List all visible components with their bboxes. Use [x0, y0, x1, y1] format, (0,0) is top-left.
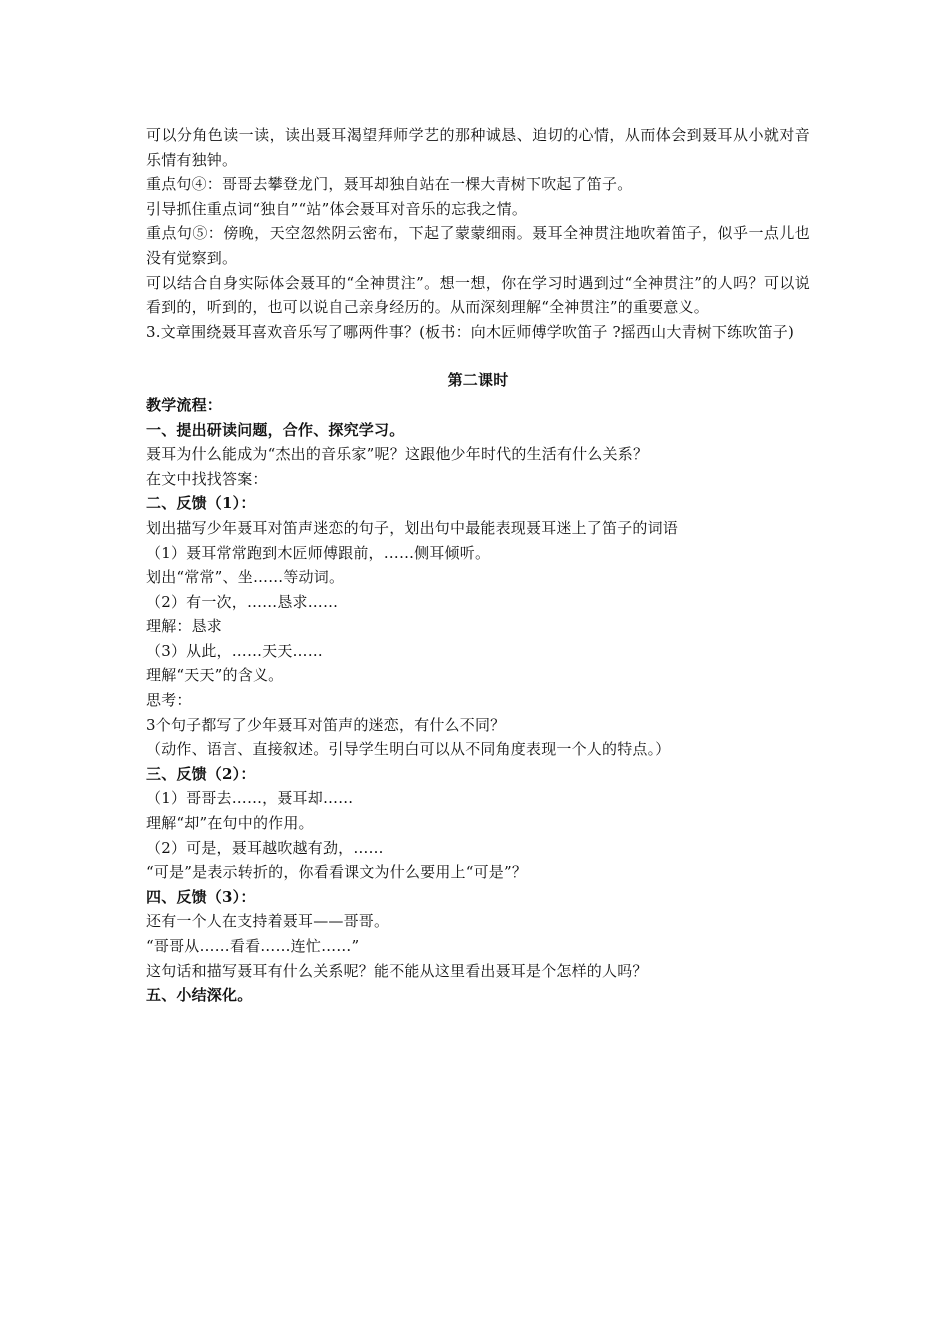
section-2-item-2: （2）有一次，……恳求…… [146, 592, 339, 611]
key-sentence-5: 重点句⑤：傍晚，天空忽然阴云密布，下起了蒙蒙细雨。聂耳全神贯注地吹着笛子，似乎一点儿也没有觉察到。 [146, 224, 810, 267]
section-gap [146, 344, 810, 368]
section-3-item-2: （2）可是，聂耳越吹越有劲，…… [146, 838, 384, 857]
section-3-item-1: （1）哥哥去……，聂耳却…… [146, 789, 354, 808]
section-2-item-1-note: 划出“常常”、坐……等动词。 [146, 568, 345, 587]
flow-heading: 教学流程： [146, 395, 223, 414]
section-2-think-answer: （动作、语言、直接叙述。引导学生明白可以从不同角度表现一个人的特点。） [146, 740, 671, 759]
section-2-item-3: （3）从此，……天天…… [146, 641, 323, 660]
section-3-item-1-note: 理解“却”在句中的作用。 [146, 814, 314, 833]
section-4-paragraph-2: “哥哥从……看看……连忙……” [146, 937, 360, 955]
paragraph-full-attention: 可以结合自身实际体会聂耳的“全神贯注”。想一想，你在学习时遇到过“全神贯注”的人吗？可以说看到的，听到的，也可以说自己亲身经历的。从而深刻理解“全神贯注”的重要意义。 [146, 273, 810, 317]
guide-key-words: 引导抓住重点词“独自”“站”体会聂耳对音乐的忘我之情。 [146, 199, 528, 218]
document-body [146, 123, 810, 1008]
section-5-heading: 五、小结深化。 [146, 986, 253, 1005]
section-1-question: 聂耳为什么能成为“杰出的音乐家”呢？这跟他少年时代的生活有什么关系？ [146, 445, 649, 464]
section-1-heading: 一、提出研读问题，合作、探究学习。 [146, 420, 405, 439]
key-sentence-4: 重点句④：哥哥去攀登龙门，聂耳却独自站在一棵大青树下吹起了笛子。 [146, 175, 633, 194]
section-2-think: 思考： [146, 691, 192, 710]
section-2-item-2-note: 理解：恳求 [146, 617, 223, 636]
section-2-item-3-note: 理解“天天”的含义。 [146, 666, 284, 685]
section-2-task: 划出描写少年聂耳对笛声迷恋的句子，划出句中最能表现聂耳迷上了笛子的词语 [146, 518, 679, 537]
section-4-heading: 四、反馈（3）： [146, 887, 256, 906]
question-two-events: 3.文章围绕聂耳喜欢音乐写了哪两件事？(板书：向木匠师傅学吹笛子 ?摇西山大青树下练吹笛子) [146, 322, 795, 341]
section-3-heading: 三、反馈（2）： [146, 764, 256, 783]
section-4-paragraph-3: 这句话和描写聂耳有什么关系呢？能不能从这里看出聂耳是个怎样的人吗？ [146, 961, 648, 980]
section-2-heading: 二、反馈（1）： [146, 494, 256, 513]
section-3-item-2-note: “可是”是表示转折的，你看看课文为什么要用上“可是”？ [146, 863, 528, 882]
section-2-item-1: （1）聂耳常常跑到木匠师傅跟前，……侧耳倾听。 [146, 543, 491, 562]
section-4-paragraph-1: 还有一个人在支持着聂耳——哥哥。 [146, 912, 390, 931]
section-2-think-question: 3个句子都写了少年聂耳对笛声的迷恋，有什么不同？ [146, 715, 506, 734]
lesson-title: 第二课时 [447, 371, 509, 390]
paragraph-role-reading: 可以分角色读一读，读出聂耳渴望拜师学艺的那种诚恳、迫切的心情，从而体会到聂耳从小就对音乐情有独钟。 [146, 126, 810, 169]
section-1-find: 在文中找找答案： [146, 469, 268, 488]
